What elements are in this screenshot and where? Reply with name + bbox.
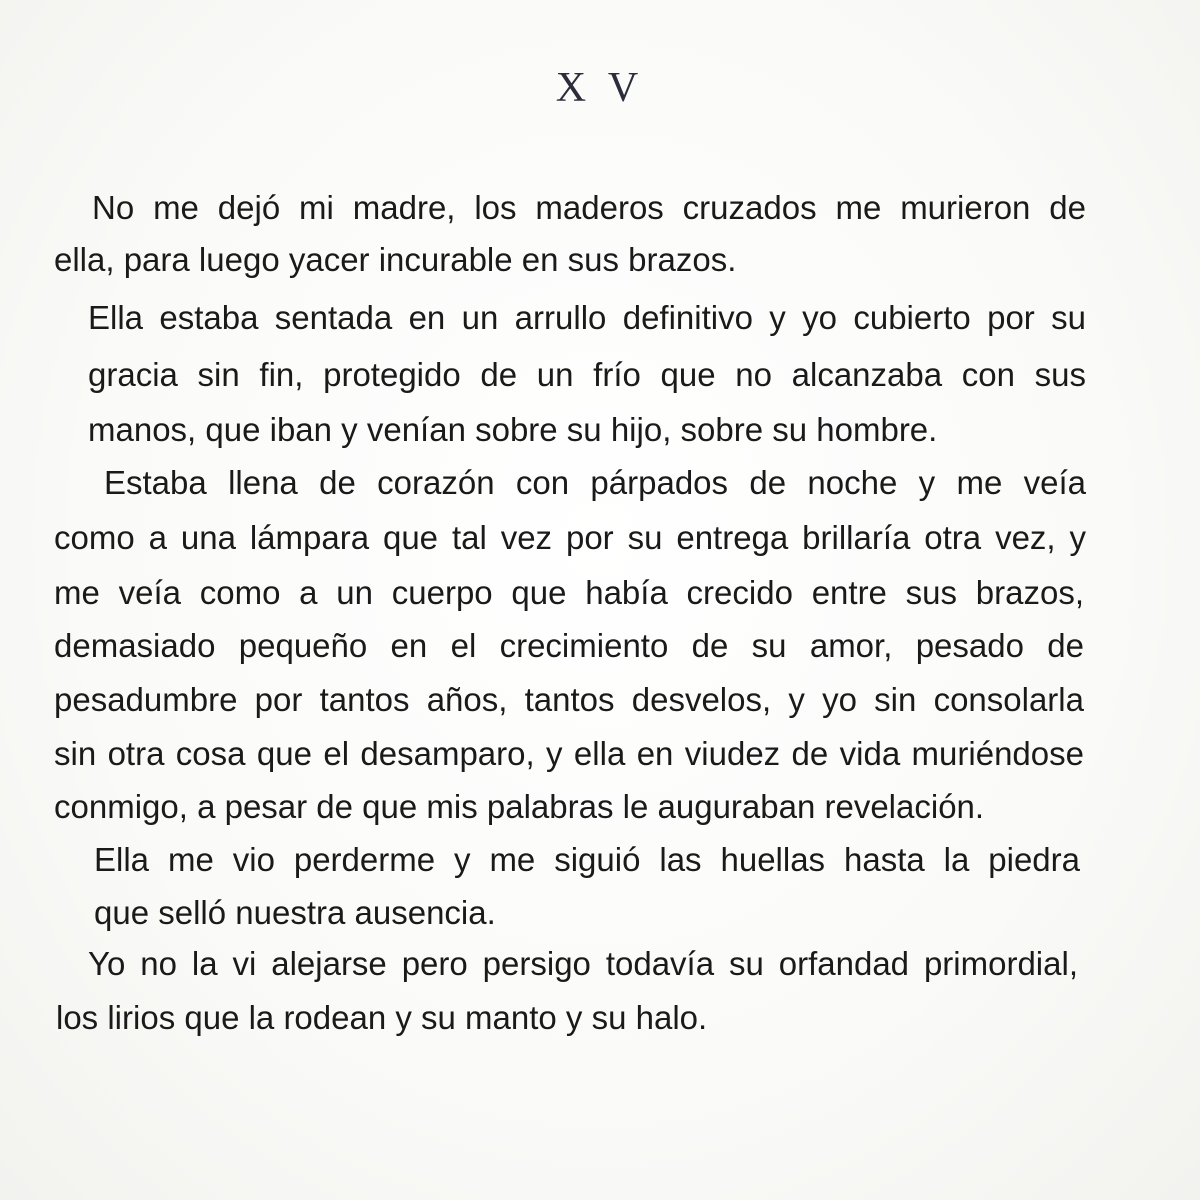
text-line-16: los lirios que la rodean y su manto y su halo. — [56, 999, 708, 1036]
text-line-14: que selló nuestra ausencia. — [94, 894, 496, 931]
text-line-6: Estaba llena de corazón con párpados de noche y me veía — [104, 464, 1086, 501]
text-line-12: conmigo, a pesar de que mis palabras le auguraban revelación. — [54, 788, 985, 825]
text-line-9: demasiado pequeño en el crecimiento de su amor, pesado de — [54, 627, 1084, 664]
text-line-2: ella, para luego yacer incurable en sus brazos. — [54, 241, 737, 278]
text-line-15: Yo no la vi alejarse pero persigo todavía su orfandad primordial, — [88, 945, 1078, 982]
chapter-title: X V — [555, 65, 645, 111]
text-line-11: sin otra cosa que el desamparo, y ella en viudez de vida muriéndose — [54, 735, 1084, 772]
text-line-8: me veía como a un cuerpo que había crecido entre sus brazos, — [54, 574, 1084, 611]
text-line-10: pesadumbre por tantos años, tantos desvelos, y yo sin consolarla — [54, 681, 1084, 718]
text-line-5: manos, que iban y venían sobre su hijo, sobre su hombre. — [88, 411, 938, 448]
text-line-4: gracia sin fin, protegido de un frío que no alcanzaba con sus — [88, 356, 1086, 393]
text-line-7: como a una lámpara que tal vez por su entrega brillaría otra vez, y — [54, 519, 1086, 556]
text-line-13: Ella me vio perderme y me siguió las huellas hasta la piedra — [94, 841, 1080, 878]
text-line-1: No me dejó mi madre, los maderos cruzados me murieron de — [92, 189, 1086, 226]
text-line-3: Ella estaba sentada en un arrullo definitivo y yo cubierto por su — [88, 299, 1086, 336]
